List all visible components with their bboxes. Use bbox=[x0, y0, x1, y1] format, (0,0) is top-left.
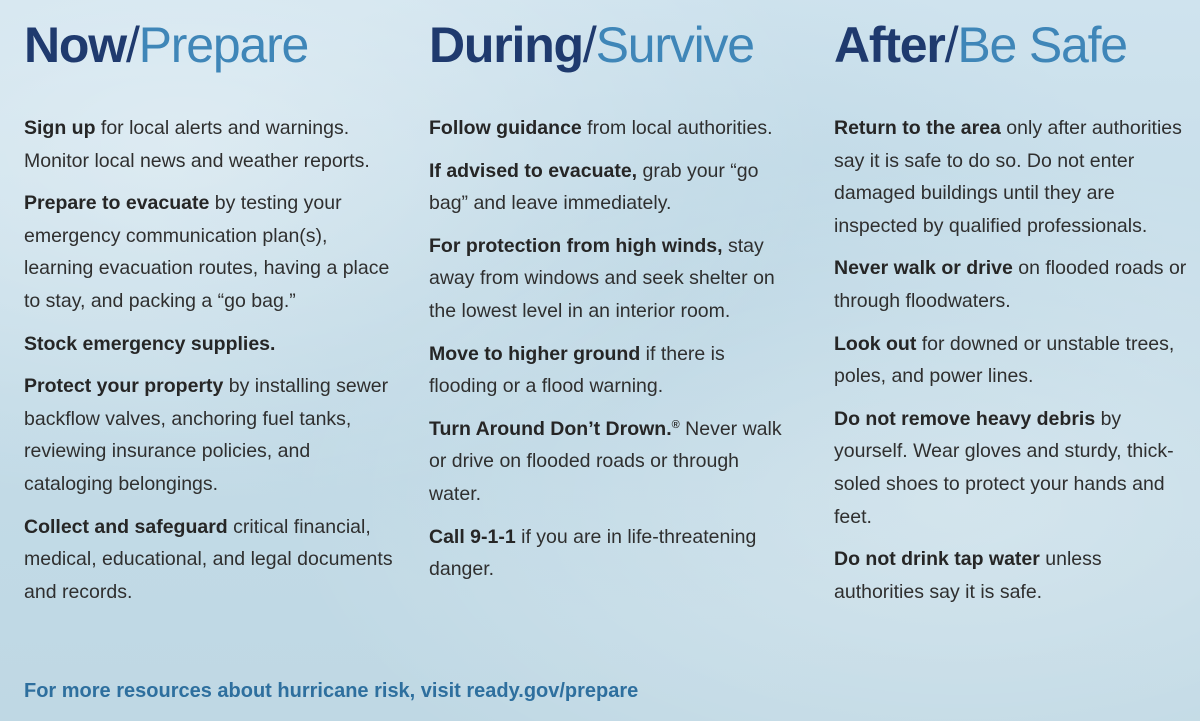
item-lead: Never walk or drive bbox=[834, 257, 1013, 280]
list-item bbox=[24, 112, 394, 177]
after-be-safe-list bbox=[834, 112, 1196, 608]
list-item bbox=[429, 338, 789, 403]
list-item bbox=[834, 252, 1196, 317]
resources-footer: For more resources about hurricane risk, visit ready.gov/prepare bbox=[24, 680, 639, 702]
item-lead: Do not drink tap water bbox=[834, 548, 1040, 571]
registered-mark: ® bbox=[671, 418, 680, 431]
heading-strong: After bbox=[834, 17, 945, 73]
item-text: by installing sewer backflow valves, anchoring fuel tanks, reviewing insurance policies, and cataloging belongings. bbox=[24, 375, 389, 495]
item-lead: Follow guidance bbox=[429, 117, 582, 139]
heading-after-be-safe bbox=[834, 14, 1196, 76]
heading-slash: / bbox=[944, 17, 958, 73]
item-lead: Collect and safeguard bbox=[24, 515, 228, 538]
item-text: only after authorities say it is safe to do so. Do not enter damaged buildings until they are inspected by qualified professionals. bbox=[834, 117, 1182, 237]
item-lead: If advised to evacuate, bbox=[429, 159, 638, 182]
column-during-survive bbox=[429, 14, 789, 596]
heading-light: Be Safe bbox=[957, 17, 1127, 73]
list-item bbox=[834, 112, 1196, 242]
item-text: if you are in life-threatening danger. bbox=[429, 525, 757, 581]
item-text: grab your “go bag” and leave immediately. bbox=[429, 159, 759, 215]
item-lead: Turn Around Don’t Drown. bbox=[429, 417, 672, 440]
list-item bbox=[24, 511, 394, 609]
item-lead: Call 9-1-1 bbox=[429, 525, 516, 548]
list-item bbox=[24, 187, 394, 317]
heading-slash: / bbox=[125, 17, 139, 73]
list-item bbox=[834, 403, 1196, 533]
list-item bbox=[24, 370, 394, 500]
list-item bbox=[429, 112, 789, 145]
heading-strong: During bbox=[429, 17, 583, 73]
item-text: from local authorities. bbox=[581, 117, 773, 139]
item-text: on flooded roads or through floodwaters. bbox=[834, 257, 1187, 312]
item-text: by yourself. Wear gloves and sturdy, thick-soled shoes to protect your hands and feet. bbox=[834, 407, 1174, 528]
item-text: stay away from windows and seek shelter on the lowest level in an interior room. bbox=[429, 234, 775, 322]
heading-strong: Now bbox=[24, 17, 126, 73]
item-lead: Look out bbox=[834, 332, 917, 355]
list-item bbox=[834, 543, 1196, 608]
item-lead: Move to higher ground bbox=[429, 342, 641, 365]
list-item bbox=[429, 230, 789, 328]
item-text: by testing your emergency communication plan(s), learning evacuation routes, having a place to stay, and packing a “go bag.” bbox=[24, 192, 390, 312]
heading-light: Survive bbox=[595, 17, 754, 73]
item-text: critical financial, medical, educational, and legal documents and records. bbox=[24, 515, 393, 603]
item-lead: Return to the area bbox=[834, 117, 1001, 139]
item-lead: Do not remove heavy debris bbox=[834, 407, 1096, 430]
item-lead: Prepare to evacuate bbox=[24, 192, 210, 215]
item-text: for local alerts and warnings. Monitor local news and weather reports. bbox=[24, 117, 370, 172]
heading-during-survive bbox=[429, 14, 789, 76]
list-item bbox=[834, 328, 1196, 393]
list-item bbox=[429, 521, 789, 586]
heading-slash: / bbox=[582, 17, 596, 73]
during-survive-list bbox=[429, 112, 789, 586]
item-lead: For protection from high winds, bbox=[429, 234, 723, 257]
item-text: unless authorities say it is safe. bbox=[834, 548, 1102, 603]
list-item bbox=[429, 413, 789, 511]
list-item bbox=[429, 155, 789, 220]
item-lead: Sign up bbox=[24, 117, 96, 139]
heading-light: Prepare bbox=[138, 17, 309, 73]
now-prepare-list bbox=[24, 112, 394, 608]
column-now-prepare bbox=[24, 14, 394, 618]
item-lead: Protect your property bbox=[24, 375, 224, 398]
heading-now-prepare bbox=[24, 14, 394, 76]
list-item bbox=[24, 328, 394, 361]
item-lead: Stock emergency supplies. bbox=[24, 332, 276, 355]
column-after-be-safe bbox=[834, 14, 1196, 618]
item-text: if there is flooding or a flood warning. bbox=[429, 342, 725, 398]
item-text: Never walk or drive on flooded roads or through water. bbox=[429, 417, 782, 505]
item-text: for downed or unstable trees, poles, and power lines. bbox=[834, 332, 1175, 388]
